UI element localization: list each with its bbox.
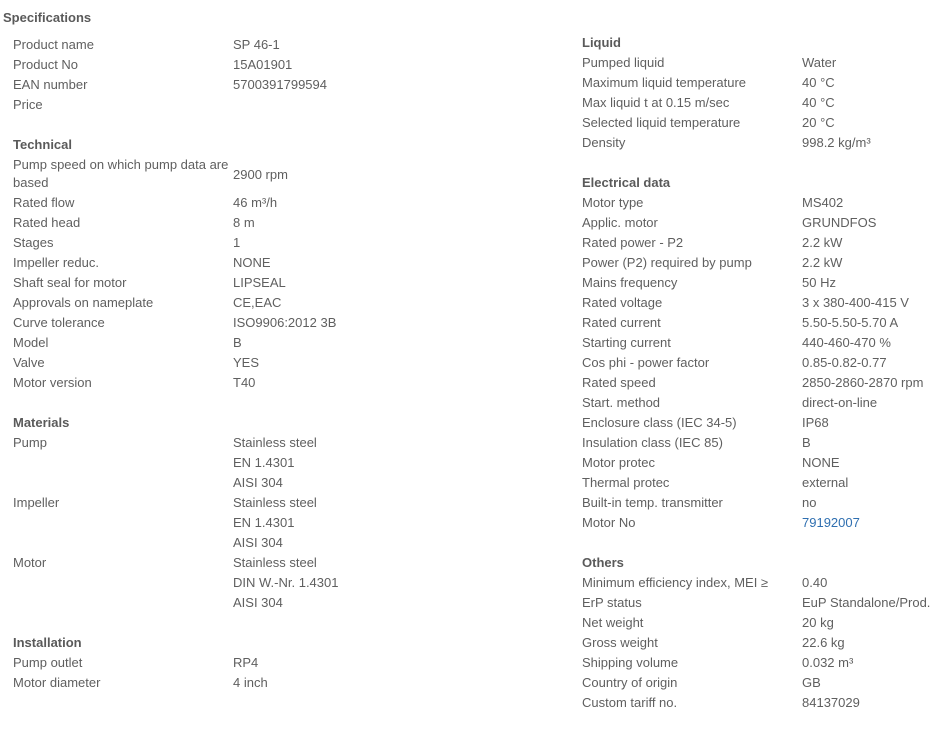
section-title-others: Others xyxy=(582,555,624,570)
section-title-liquid: Liquid xyxy=(582,35,621,50)
spec-label: Rated voltage xyxy=(582,295,663,310)
spec-label: Rated power - P2 xyxy=(582,235,684,250)
spec-value: ISO9906:2012 3B xyxy=(233,315,337,330)
spec-label: ErP status xyxy=(582,595,642,610)
spec-label: Stages xyxy=(13,235,54,250)
spec-label: Selected liquid temperature xyxy=(582,115,741,130)
spec-value: NONE xyxy=(233,255,271,270)
spec-value: CE,EAC xyxy=(233,295,282,310)
spec-value: 50 Hz xyxy=(802,275,836,290)
spec-value: Stainless steel xyxy=(233,555,317,570)
spec-label: Cos phi - power factor xyxy=(582,355,710,370)
spec-label: Minimum efficiency index, MEI ≥ xyxy=(582,575,769,590)
spec-label: Curve tolerance xyxy=(13,315,105,330)
spec-value: 2900 rpm xyxy=(233,167,288,182)
spec-value: no xyxy=(802,495,817,510)
spec-label: EAN number xyxy=(13,77,88,92)
spec-value: T40 xyxy=(233,375,256,390)
spec-value: AISI 304 xyxy=(233,535,283,550)
spec-label: Applic. motor xyxy=(582,215,658,230)
section-title-electrical: Electrical data xyxy=(582,175,671,190)
spec-label: Shaft seal for motor xyxy=(13,275,127,290)
spec-label: Power (P2) required by pump xyxy=(582,255,752,270)
spec-label: Motor type xyxy=(582,195,644,210)
motor-no-link[interactable]: 79192007 xyxy=(802,515,860,530)
spec-value: EN 1.4301 xyxy=(233,455,295,470)
spec-value: 5.50-5.50-5.70 A xyxy=(802,315,899,330)
spec-label: Start. method xyxy=(582,395,661,410)
spec-value: B xyxy=(802,435,811,450)
spec-value: 1 xyxy=(233,235,241,250)
spec-value: 0.40 xyxy=(802,575,828,590)
spec-label: Net weight xyxy=(582,615,644,630)
spec-value: 2.2 kW xyxy=(802,235,843,250)
spec-value: Stainless steel xyxy=(233,495,317,510)
spec-value: AISI 304 xyxy=(233,475,283,490)
spec-value: B xyxy=(233,335,242,350)
spec-value: YES xyxy=(233,355,260,370)
spec-value: external xyxy=(802,475,849,490)
spec-value: 0.032 m³ xyxy=(802,655,854,670)
spec-label: Mains frequency xyxy=(582,275,678,290)
section-title-technical: Technical xyxy=(13,137,73,152)
spec-label: Starting current xyxy=(582,335,671,350)
spec-label: Motor xyxy=(13,555,47,570)
spec-value: IP68 xyxy=(802,415,829,430)
spec-value: RP4 xyxy=(233,655,259,670)
spec-label: Pumped liquid xyxy=(582,55,665,70)
spec-value: EuP Standalone/Prod. xyxy=(802,595,931,610)
spec-value: 40 °C xyxy=(802,75,835,90)
spec-label: Custom tariff no. xyxy=(582,695,678,710)
spec-value: SP 46-1 xyxy=(233,37,280,52)
spec-value: Water xyxy=(802,55,837,70)
spec-value: MS402 xyxy=(802,195,844,210)
spec-label: Insulation class (IEC 85) xyxy=(582,435,723,450)
section-title-materials: Materials xyxy=(13,415,70,430)
spec-label: Impeller xyxy=(13,495,60,510)
spec-label: Rated speed xyxy=(582,375,656,390)
spec-label: Motor diameter xyxy=(13,675,101,690)
spec-value: EN 1.4301 xyxy=(233,515,295,530)
spec-label: Shipping volume xyxy=(582,655,679,670)
spec-label: Country of origin xyxy=(582,675,678,690)
spec-value: direct-on-line xyxy=(802,395,878,410)
spec-value: 5700391799594 xyxy=(233,77,327,92)
spec-label: Pump speed on which pump data are based xyxy=(13,157,229,190)
spec-value: 40 °C xyxy=(802,95,835,110)
spec-label: Rated current xyxy=(582,315,661,330)
spec-value: 2850-2860-2870 rpm xyxy=(802,375,924,390)
spec-label: Impeller reduc. xyxy=(13,255,99,270)
spec-value: 998.2 kg/m³ xyxy=(802,135,871,150)
spec-label: Motor version xyxy=(13,375,92,390)
section-title-installation: Installation xyxy=(13,635,82,650)
spec-label: Max liquid t at 0.15 m/sec xyxy=(582,95,730,110)
page-title: Specifications xyxy=(3,10,92,25)
spec-value: Stainless steel xyxy=(233,435,317,450)
spec-label: Rated head xyxy=(13,215,81,230)
spec-label: Approvals on nameplate xyxy=(13,295,154,310)
spec-value: 84137029 xyxy=(802,695,860,710)
spec-value: 440-460-470 % xyxy=(802,335,891,350)
spec-label: Built-in temp. transmitter xyxy=(582,495,723,510)
spec-label: Motor No xyxy=(582,515,636,530)
spec-label: Gross weight xyxy=(582,635,658,650)
spec-value: 4 inch xyxy=(233,675,268,690)
spec-value: AISI 304 xyxy=(233,595,283,610)
spec-value: 20 °C xyxy=(802,115,835,130)
spec-value: GRUNDFOS xyxy=(802,215,877,230)
spec-value: 2.2 kW xyxy=(802,255,843,270)
spec-value: 22.6 kg xyxy=(802,635,845,650)
spec-label: Pump outlet xyxy=(13,655,83,670)
spec-value: 3 x 380-400-415 V xyxy=(802,295,909,310)
spec-value: 8 m xyxy=(233,215,255,230)
spec-value: 46 m³/h xyxy=(233,195,278,210)
spec-value: 20 kg xyxy=(802,615,834,630)
spec-label: Pump xyxy=(13,435,47,450)
spec-label: Price xyxy=(13,97,43,112)
spec-label: Maximum liquid temperature xyxy=(582,75,747,90)
spec-label: Product No xyxy=(13,57,79,72)
spec-label: Enclosure class (IEC 34-5) xyxy=(582,415,737,430)
spec-value: LIPSEAL xyxy=(233,275,286,290)
spec-value: 15A01901 xyxy=(233,57,293,72)
spec-label: Valve xyxy=(13,355,45,370)
spec-label: Motor protec xyxy=(582,455,655,470)
spec-label: Density xyxy=(582,135,626,150)
spec-value: GB xyxy=(802,675,821,690)
spec-value: DIN W.-Nr. 1.4301 xyxy=(233,575,339,590)
spec-label: Thermal protec xyxy=(582,475,670,490)
spec-value: 0.85-0.82-0.77 xyxy=(802,355,887,370)
spec-label: Model xyxy=(13,335,49,350)
spec-label: Product name xyxy=(13,37,94,52)
spec-label: Rated flow xyxy=(13,195,75,210)
spec-value: NONE xyxy=(802,455,840,470)
